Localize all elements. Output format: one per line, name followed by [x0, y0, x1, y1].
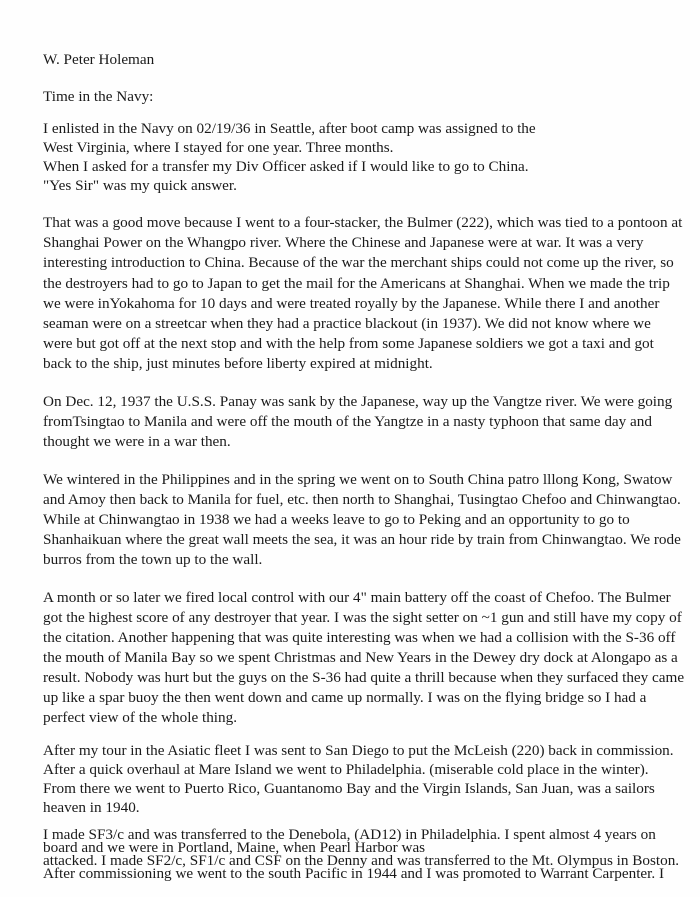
text-line: were but got off at the next stop and with the help from some Japanese soldiers we got a taxi and got	[43, 335, 654, 352]
text-line: heaven in 1940.	[43, 799, 140, 816]
text-line: West Virginia, where I stayed for one year. Three months.	[43, 139, 394, 156]
text-line: fromTsingtao to Manila and were off the mouth of the Yangtze in a nasty typhoon that same day and	[43, 413, 652, 430]
text-line: After a quick overhaul at Mare Island we went to Philadelphia. (miserable cold place in the winter).	[43, 761, 649, 778]
text-line: we were inYokahoma for 10 days and were treated royally by the Japanese. While there I and another	[43, 295, 660, 312]
text-line: board and we were in Portland, Maine, when Pearl Harbor was	[43, 839, 426, 856]
text-line: burros from the town up to the wall.	[43, 551, 263, 568]
text-line: After commissioning we went to the south Pacific in 1944 and I was promoted to Warrant Carpenter. I	[43, 865, 665, 882]
text-line: Shanhaikuan where the great wall meets the sea, it was an hour ride by train from Chinwangtao. We rode	[43, 531, 681, 548]
text-line: When I asked for a transfer my Div Officer asked if I would like to go to China.	[43, 158, 529, 175]
text-line: After my tour in the Asiatic fleet I was sent to San Diego to put the McLeish (220) back in commission.	[43, 742, 674, 759]
text-line: thought we were in a war then.	[43, 433, 231, 450]
text-line: up like a spar buoy the then went down and came up normally. I was on the flying bridge so I had a	[43, 689, 647, 706]
text-line: the mouth of Manila Bay so we spent Christmas and New Years in the Dewey dry dock at Alongapo as a	[43, 649, 678, 666]
text-line: seaman were on a streetcar when they had a practice blackout (in 1937). We did not know where we	[43, 315, 651, 332]
text-line: and Amoy then back to Manila for fuel, etc. then north to Shanghai, Tusingtao Chefoo and Chinwangtao.	[43, 491, 681, 508]
author-name: W. Peter Holeman	[43, 51, 155, 68]
text-line: the destroyers had to go to Japan to get the mail for the Americans at Shanghai. When we made the trip	[43, 275, 670, 292]
text-line: result. Nobody was hurt but the guys on the S-36 had quite a thrill because when they surfaced they came	[43, 669, 685, 686]
text-line: Shanghai Power on the Whangpo river. Where the Chinese and Japanese were at war. It was a very	[43, 234, 644, 251]
text-line: back to the ship, just minutes before liberty expired at midnight.	[43, 355, 433, 372]
text-line: the citation. Another happening that was quite interesting was when we had a collision with the S-36 off	[43, 629, 676, 646]
text-line: That was a good move because I went to a four-stacker, the Bulmer (222), which was tied to a pontoon at	[43, 214, 683, 231]
text-line: I made SF3/c and was transferred to the Denebola, (AD12) in Philadelphia. I spent almost 4 years on	[43, 826, 656, 843]
text-line: A month or so later we fired local control with our 4" main battery off the coast of Chefoo. The Bulmer	[43, 589, 671, 606]
text-line: On Dec. 12, 1937 the U.S.S. Panay was sank by the Japanese, way up the Vangtze river. We were going	[43, 393, 673, 410]
text-line: We wintered in the Philippines and in the spring we went on to South China patro lllong Kong, Swatow	[43, 471, 673, 488]
document-title: Time in the Navy:	[43, 88, 154, 105]
text-line: From there we went to Puerto Rico, Guantanomo Bay and the Virgin Islands, San Juan, was a sailors	[43, 780, 655, 797]
text-line: "Yes Sir" was my quick answer.	[43, 177, 237, 194]
text-line: I enlisted in the Navy on 02/19/36 in Seattle, after boot camp was assigned to the	[43, 120, 536, 137]
text-line: attacked. I made SF2/c, SF1/c and CSF on the Denny and was transferred to the Mt. Olympus in Boston.	[43, 852, 680, 869]
text-line: interesting introduction to China. Because of the war the merchant ships could not come up the river, so	[43, 254, 674, 271]
text-line: perfect view of the whole thing.	[43, 709, 237, 726]
text-line: While at Chinwangtao in 1938 we had a weeks leave to go to Peking and an opportunity to go to	[43, 511, 630, 528]
text-line: got the highest score of any destroyer that year. I was the sight setter on ~1 gun and still have my copy of	[43, 609, 682, 626]
